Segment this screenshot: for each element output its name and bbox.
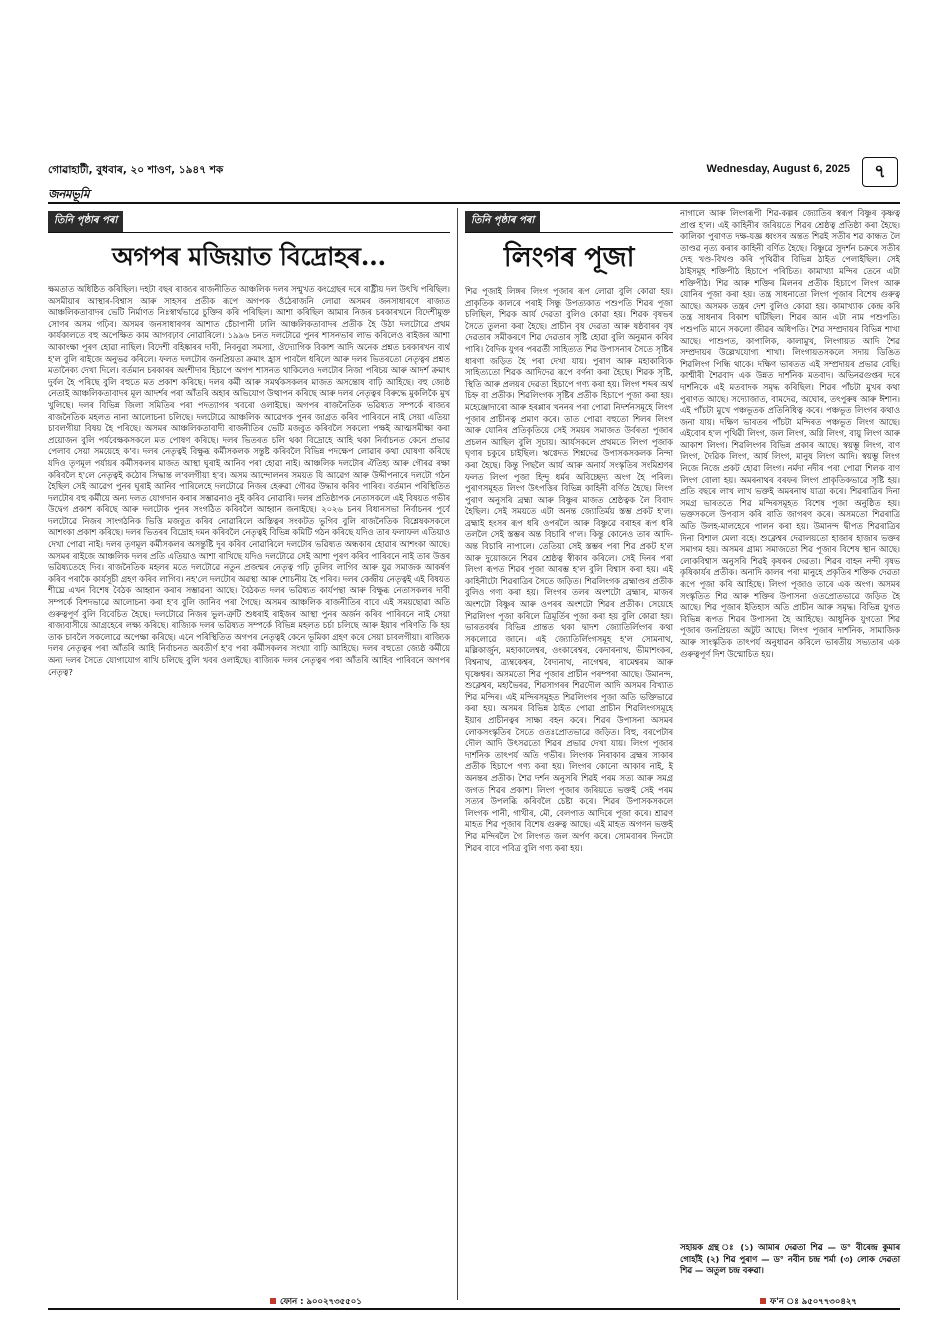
column-divider	[457, 208, 458, 1300]
dateline: গোৱাহাটী, বুধবাৰ, ২০ শাওণ, ১৯৪৭ শক	[48, 164, 224, 176]
continued-tag: তিনি পৃষ্ঠাৰ পৰা	[48, 211, 123, 232]
article-linga-col1	[465, 208, 673, 1303]
article-body: ক্ষমতাত অধিষ্ঠিত কৰিছিল। দহটা বছৰ ৰাজ্যৰ ৰাজনীতিত আঞ্চলিক দলৰ সন্মুখত কংগ্ৰেছৰ দৰে ৰাষ্ট্ৰীয় দল উৎখি পৰিছিল। অসমীয়াৰ আস্থাৰ-বিশ্বাস আৰু সাহসৰ প্ৰতীক ৰূপে অগপক ওঁঠেৰাজনি লোৱা অসমৰ জনসাধাৰণে ৰাজ্যত আঞ্চলিকতাবাদৰ ভেটি নিৰ্মাণত নিঃস্বাৰ্থভাৱে চুক্তিৰ কৰি পৰিছিল। আশা কৰিছিল আমাৰ নিজৰ চৰকাৰখনে বিদেশীমুক্ত সোণৰ অসম গঢ়িব। অসমৰ জনসাধাৰণৰ আশাত চেঁচাপানী ঢালি আঞ্চলিকতাবাদৰ প্ৰতীক হৈ উঠা দলটোৱে প্ৰথম কাৰ্যকালতে বহু অপেক্ষিত কাম আগবঢ়াব নোৱাৰিলে। ১৯৯৬ চনত দলটোৱে পুনৰ শাসনভাৰ লাভ কৰিলেও ৰাইজৰ আশা আকাংক্ষা পূৰণ হোৱা নাছিল। বিদেশী বহিষ্কাৰৰ দাবী, নিবনুৱা সমস্যা, ঔদ্যোগিক বিকাশ আদি অনেক প্ৰশ্নত চৰকাৰখন ব্যৰ্থ হ'ল বুলি ৰাইজে অনুভৱ কৰিলে। ফলত দলটোৰ জনপ্ৰিয়তা ক্ৰমাৎ হ্ৰাস পাবলৈ ধৰিলে আৰু দলৰ ভিতৰতো নেতৃত্বৰ প্ৰশ্নত মতানৈক্য দেখা দিলে। বৰ্তমান চৰকাৰৰ অংশীদাৰ হিচাপে অগপ শাসনত থাকিলেও দলটোৰ নিজা পৰিচয় আৰু আদৰ্শ ক্ৰমাৎ দুৰ্বল হৈ পৰিছে বুলি বহুতে মত প্ৰকাশ কৰিছে। দলৰ কৰ্মী আৰু সমৰ্থকসকলৰ মাজত অসন্তোষ বাঢ়ি আহিছে। বহু জ্যেষ্ঠ নেতাই আঞ্চলিকতাবাদৰ মূল আদৰ্শৰ পৰা আঁতৰি অহাৰ অভিযোগ উত্থাপন কৰিছে আৰু দলৰ নেতৃত্বৰ বিৰুদ্ধে মুকলিকৈ মুখ খুলিছে। দলৰ বিভিন্ন জিলা সমিতিৰ পৰা পদত্যাগৰ খবৰো ওলাইছে। অগপৰ ৰাজনৈতিক ভৱিষ্যত সম্পৰ্কে ৰাজ্যৰ ৰাজনৈতিক মহলত নানা আলোচনা চলিছে। দলটোৱে আঞ্চলিক আৱেগক পুনৰ জাগ্ৰত কৰিব পাৰিবনে নাই সেয়া এতিয়া চাবলগীয়া বিষয় হৈ পৰিছে। অসমৰ আঞ্চলিকতাবাদী ৰাজনীতিৰ ভেটি মজবুত কৰিবলৈ সকলো পক্ষই আত্মসমীক্ষা কৰা প্ৰয়োজন বুলি পৰ্যবেক্ষকসকলে মত পোষণ কৰিছে। দলৰ ভিতৰত চলি থকা বিদ্ৰোহে আহি থকা নিৰ্বাচনত কেনে প্ৰভাৱ পেলাব সেয়া সময়েহে ক'ব। দলৰ নেতৃত্বই বিক্ষুব্ধ কৰ্মীসকলক সন্তুষ্ট কৰিবলৈ বিভিন্ন পদক্ষেপ লোৱাৰ কথা ঘোষণা কৰিছে যদিও তৃণমূল পৰ্যায়ৰ কৰ্মীসকলৰ মাজত আস্থা ঘূৰাই আনিব পৰা হোৱা নাই। আঞ্চলিক দলটোৰ ঐতিহ্য আৰু গৌৰৱ ৰক্ষা কৰিবলৈ হ'লে নেতৃত্বই কঠোৰ সিদ্ধান্ত ল'বলগীয়া হ'ব। অসম আন্দোলনৰ সময়ত যি আৱেগ আৰু উদ্দীপনাৰে দলটো গঠন হৈছিল সেই আৱেগ পুনৰ ঘূৰাই আনিব পাৰিলেহে দলটোৱে নিজৰ হেৰুৱা গৌৰৱ উদ্ধাৰ কৰিব পাৰিব। বৰ্তমান পৰিস্থিতিত দলটোৰ বহু কৰ্মীয়ে অন্য দলত যোগদান কৰাৰ সম্ভাৱনাও নুই কৰিব নোৱাৰি। দলৰ প্ৰতিষ্ঠাপক নেতাসকলে এই বিষয়ত গভীৰ উদ্বেগ প্ৰকাশ কৰিছে আৰু দলটোক পুনৰ সংগঠিত কৰিবলৈ আহ্বান জনাইছে। ২০২৬ চনৰ বিধানসভা নিৰ্বাচনৰ পূৰ্বে দলটোৱে নিজৰ সাংগঠনিক ভিত্তি মজবুত কৰিব নোৱাৰিলে অস্তিত্বৰ সংকটত ভুগিব বুলি ৰাজনৈতিক বিশ্লেষকসকলে আশংকা প্ৰকাশ কৰিছে। দলৰ ভিতৰৰ বিদ্ৰোহ দমন কৰিবলৈ নেতৃত্বই বিভিন্ন কমিটি গঠন কৰিছে যদিও তাৰ ফলাফল এতিয়াও দেখা পোৱা নাই। দলৰ তৃণমূল কৰ্মীসকলৰ অসন্তুষ্টি দূৰ কৰিব নোৱাৰিলে দলটোৰ ভৱিষ্যত অন্ধকাৰ হোৱাৰ আশংকা আছে। অসমৰ ৰাইজে আঞ্চলিক দলৰ প্ৰতি এতিয়াও আশা ৰাখিছে যদিও দলটোৱে সেই আশা পূৰণ কৰিব পাৰিবনে নাই তাৰ উত্তৰ ভৱিষ্যতেহে দিব। ৰাজনৈতিক মহলৰ মতে দলটোৱে নতুন প্ৰজন্মৰ নেতৃত্ব গঢ়ি তুলিব লাগিব আৰু যুৱ সমাজক আকৰ্ষণ কৰিব পৰাকৈ কাৰ্যসূচী গ্ৰহণ কৰিব লাগিব। নহ'লে দলটোৰ অৱস্থা আৰু শোচনীয় হৈ পৰিব। দলৰ কেন্দ্ৰীয় নেতৃত্বই এই বিষয়ত শীঘ্ৰে এখন বিশেষ বৈঠক আহ্বান কৰাৰ সম্ভাৱনা আছে। বৈঠকত দলৰ ভৱিষ্যত কাৰ্যপন্থা আৰু বিক্ষুব্ধ নেতাসকলৰ দাবী সম্পৰ্কে বিশদভাৱে আলোচনা কৰা হ'ব বুলি জানিব পৰা গৈছে। অসমৰ আঞ্চলিক ৰাজনীতিৰ বাবে এই সময়ছোৱা অতি গুৰুত্বপূৰ্ণ বুলি বিবেচিত হৈছে। দলটোৱে নিজৰ ভুল-ত্ৰুটি শুধৰাই ৰাইজৰ আস্থা পুনৰ অৰ্জন কৰিব পাৰিবনে নাই সেয়া ৰাজ্যবাসীয়ে আগ্ৰহেৰে লক্ষ্য কৰিছে। ৰাজ্যিক দলৰ ভৱিষ্যত সম্পৰ্কে বিভিন্ন মহলত চৰ্চা চলিছে আৰু ইয়াৰ পৰিণতি কি হয় তাক চাবলৈ সকলোৱে অপেক্ষা কৰিছে। এনে পৰিস্থিতিত অগপৰ নেতৃত্বই কেনে ভূমিকা গ্ৰহণ কৰে সেয়া চাবলগীয়া। ৰাজ্যিক দলৰ নেতৃত্বৰ পৰা আঁতৰি আহি নিৰ্বাচনত অবতীৰ্ণ হ'ব পৰা কৰ্মীসকলৰ সংখ্যা বাঢ়ি আহিছে। দলৰ বহুতো জ্যেষ্ঠ কৰ্মীয়ে অন্য দলৰ সৈতে যোগাযোগ ৰাখি চলিছে বুলি খবৰ ওলাইছে। ৰাজ্যিক দলৰ নেতৃত্বৰ পৰা আঁতৰি আহিব পাৰিবনে অগপৰ নেতৃত্ব?	[48, 284, 450, 677]
article-headline: লিংগৰ পূজা	[503, 242, 635, 273]
masthead	[48, 163, 898, 183]
header-rule	[48, 202, 900, 204]
article-body-col1: শিৱ পূজাই লিঙ্গৰ লিংগ পূজাৰ ৰূপ লোৱা বুলি কোৱা হয়। প্ৰাকৃতিক কালৰে পৰাই সিন্ধু উপত্যকাত পশুপতি শিৱৰ পূজা চলিছিল, শিৱক আৰ্য দেৱতা বুলিও কোৱা হয়। শিৱক বৃষভৰ সৈতে তুলনা কৰা হৈছে। প্ৰাচীন বৃষ দেৱতা আৰু ষষ্ঠবাৰৰ বৃষ দেৱতাৰ সমীকৰণে শিৱ দেৱতাৰ সৃষ্টি হোৱা বুলি অনুমান কৰিব পাৰি। বৈদিক যুগৰ পৰৱৰ্তী সাহিত্যত শিৱ উপাসনাৰ সৈতে সৃষ্টিৰ ধাৰণা জড়িত হৈ পৰা দেখা যায়। পুৰাণ আৰু মহাকাব্যিক সাহিত্যতো শিৱক আদিদেৱ ৰূপে বৰ্ণনা কৰা হৈছে। শিৱক সৃষ্টি, স্থিতি আৰু প্ৰলয়ৰ দেৱতা হিচাপে গণ্য কৰা হয়। লিংগ শব্দৰ অৰ্থ চিহ্ন বা প্ৰতীক। শিৱলিংগক সৃষ্টিৰ প্ৰতীক হিচাপে পূজা কৰা হয়। মহেঞ্জোদাৰো আৰু হৰপ্পাৰ খননৰ পৰা পোৱা নিদৰ্শনসমূহে লিংগ পূজাৰ প্ৰাচীনত্ব প্ৰমাণ কৰে। তাত পোৱা বহুতো শিলৰ লিংগ আৰু যোনিৰ প্ৰতিকৃতিয়ে সেই সময়ৰ সমাজত উৰ্বৰতা পূজাৰ প্ৰচলন আছিল বুলি সূচায়। আৰ্যসকলে প্ৰথমতে লিংগ পূজাক ঘৃণাৰ চকুৰে চাইছিল। ঋগ্বেদত শিশ্নদেৱ উপাসকসকলক নিন্দা কৰা হৈছে। কিন্তু পিছলৈ আৰ্য আৰু অনাৰ্য সংস্কৃতিৰ সংমিশ্ৰণৰ ফলত লিংগ পূজা হিন্দু ধৰ্মৰ অবিচ্ছেদ্য অংগ হৈ পৰিল। পুৰাণসমূহত লিংগ উৎপত্তিৰ বিভিন্ন কাহিনী বৰ্ণিত হৈছে। লিংগ পুৰাণ অনুসৰি ব্ৰহ্মা আৰু বিষ্ণুৰ মাজত শ্ৰেষ্ঠত্বক লৈ বিবাদ হৈছিল। সেই সময়তে এটা অনন্ত জ্যোতিৰ্ময় স্তম্ভ প্ৰকট হ'ল। ব্ৰহ্মাই হংসৰ ৰূপ ধৰি ওপৰলৈ আৰু বিষ্ণুৱে বৰাহৰ ৰূপ ধৰি তললৈ সেই স্তম্ভৰ অন্ত বিচাৰি গ'ল। কিন্তু কোনেও তাৰ আদি-অন্ত বিচাৰি নাপালে। তেতিয়া সেই স্তম্ভৰ পৰা শিৱ প্ৰকট হ'ল আৰু দুয়োজনে শিৱৰ শ্ৰেষ্ঠত্ব স্বীকাৰ কৰিলে। সেই দিনৰ পৰা লিংগ ৰূপত শিৱৰ পূজা আৰম্ভ হ'ল বুলি বিশ্বাস কৰা হয়। এই কাহিনীটো শিৱৰাত্ৰিৰ সৈতে জড়িত। শিৱলিংগক ব্ৰহ্মাণ্ডৰ প্ৰতীক বুলিও গণ্য কৰা হয়। লিংগৰ তলৰ অংশটো ব্ৰহ্মাৰ, মাজৰ অংশটো বিষ্ণুৰ আৰু ওপৰৰ অংশটো শিৱৰ প্ৰতীক। সেয়েহে শিৱলিংগ পূজা কৰিলে ত্ৰিমূৰ্তিৰ পূজা কৰা হয় বুলি কোৱা হয়। ভাৰতবৰ্ষৰ বিভিন্ন প্ৰান্তত থকা দ্বাদশ জ্যোতিৰ্লিংগৰ কথা সকলোৱে জানে। এই জ্যোতিৰ্লিংগসমূহ হ'ল সোমনাথ, মল্লিকাৰ্জুন, মহাকালেশ্বৰ, ওংকাৰেশ্বৰ, কেদাৰনাথ, ভীমাশংকৰ, বিশ্বনাথ, ত্ৰ্যম্বকেশ্বৰ, বৈদ্যনাথ, নাগেশ্বৰ, ৰামেশ্বৰম আৰু ঘৃষ্ণেশ্বৰ। অসমতো শিৱ পূজাৰ প্ৰাচীন পৰম্পৰা আছে। উমানন্দ, শুক্লেশ্বৰ, মহাভৈৰৱ, শিৱসাগৰৰ শিৱদৌল আদি অসমৰ বিখ্যাত শিৱ মন্দিৰ। এই মন্দিৰসমূহত শিৱলিংগৰ পূজা অতি ভক্তিভাৱে কৰা হয়। অসমৰ বিভিন্ন ঠাইত পোৱা প্ৰাচীন শিৱলিংগসমূহে ইয়াৰ প্ৰাচীনত্বৰ সাক্ষ্য বহন কৰে। শিৱৰ উপাসনা অসমৰ লোকসংস্কৃতিৰ সৈতে ওতঃপ্ৰোতভাৱে জড়িত। বিহু, বৰপেটাৰ দৌল আদি উৎসৱতো শিৱৰ প্ৰভাৱ দেখা যায়। লিংগ পূজাৰ দাৰ্শনিক তাৎপৰ্য অতি গভীৰ। লিংগক নিৰাকাৰ ব্ৰহ্মৰ সাকাৰ প্ৰতীক হিচাপে গণ্য কৰা হয়। লিংগৰ কোনো আকাৰ নাই, ই অনন্তৰ প্ৰতীক। শৈৱ দৰ্শন অনুসৰি শিৱই পৰম সত্য আৰু সমগ্ৰ জগত শিৱৰ প্ৰকাশ। লিংগ পূজাৰ জৰিয়তে ভক্তই সেই পৰম সত্যৰ উপলব্ধি কৰিবলৈ চেষ্টা কৰে। শিৱৰ উপাসকসকলে লিংগক পানী, গাখীৰ, মৌ, বেলপাত আদিৰে পূজা কৰে। শ্ৰাৱণ মাহত শিৱ পূজাৰ বিশেষ গুৰুত্ব আছে। এই মাহত অগণন ভক্তই শিৱ মন্দিৰলৈ গৈ লিংগত জল অৰ্পণ কৰে। সোমবাৰৰ দিনটো শিৱৰ বাবে পবিত্ৰ বুলি গণ্য কৰা হয়।	[465, 286, 673, 853]
article-linga-col2	[680, 208, 900, 1286]
tag-rule	[48, 232, 450, 233]
tag-rule	[465, 232, 673, 233]
bullet-square-icon	[760, 1298, 766, 1304]
contact-text: ফ'ন ঃ ৯৫০৭৭৩০৪২৭	[770, 1297, 857, 1307]
bullet-square-icon	[270, 1298, 276, 1304]
contact-line	[760, 1295, 857, 1309]
article-agp	[48, 208, 450, 1290]
date-english: Wednesday, August 6, 2025	[706, 163, 850, 175]
contact-text: ফোন : ৯০০২৭৩৫৫০১	[280, 1297, 362, 1307]
article-body-col2: নাগালে আৰু লিংগৰূপী শিৱ-কল্পৰ জ্যোতিৰ স্বৰূপ বিষ্ণুৰ কৃষ্ণত্ব প্ৰাপ্ত হ'ল। এই কাহিনীৰ জৰিয়তে শিৱৰ শ্ৰেষ্ঠত্ব প্ৰতিষ্ঠা কৰা হৈছে। কালিকা পুৰাণত দক্ষ-যজ্ঞ ধ্বংসৰ অন্তত শিৱই সতীৰ শৱ কান্ধত লৈ তাণ্ডৱ নৃত্য কৰাৰ কাহিনী বৰ্ণিত হৈছে। বিষ্ণুৱে সুদৰ্শন চক্ৰৰে সতীৰ দেহ খণ্ড-বিখণ্ড কৰি পৃথিৱীৰ বিভিন্ন ঠাইত পেলাইছিল। সেই ঠাইসমূহ শক্তিপীঠ হিচাপে পৰিচিত। কামাখ্যা মন্দিৰ তেনে এটা শক্তিপীঠ। শিৱ আৰু শক্তিৰ মিলনৰ প্ৰতীক হিচাপে লিংগ আৰু যোনিৰ পূজা কৰা হয়। তন্ত্ৰ সাধনাতো লিংগ পূজাৰ বিশেষ গুৰুত্ব আছে। অসমক তন্ত্ৰৰ দেশ বুলিও কোৱা হয়। কামাখ্যাক কেন্দ্ৰ কৰি তন্ত্ৰ সাধনাৰ বিকাশ ঘটিছিল। শিৱৰ আন এটা নাম পশুপতি। পশুপতি মানে সকলো জীৱৰ অধিপতি। শৈৱ সম্প্ৰদায়ৰ বিভিন্ন শাখা আছে। পাশুপত, কাপালিক, কালামুখ, লিংগায়ত আদি শৈৱ সম্প্ৰদায়ৰ উল্লেখযোগ্য শাখা। লিংগায়তসকলে সদায় ডিঙিত শিৱলিংগ পিন্ধি থাকে। দক্ষিণ ভাৰতত এই সম্প্ৰদায়ৰ প্ৰভাৱ বেছি। কাশ্মীৰী শৈৱবাদ এক উন্নত দাৰ্শনিক মতবাদ। অভিনৱগুপ্তৰ দৰে দাৰ্শনিকে এই মতবাদক সমৃদ্ধ কৰিছিল। শিৱৰ পাঁচটা মুখৰ কথা পুৰাণত আছে। সদ্যোজাত, বামদেৱ, অঘোৰ, তৎপুৰুষ আৰু ঈশান। এই পাঁচটা মুখে পঞ্চভূতক প্ৰতিনিধিত্ব কৰে। পঞ্চভূত লিংগৰ কথাও জনা যায়। দক্ষিণ ভাৰতৰ পাঁচটা মন্দিৰত পঞ্চভূত লিংগ আছে। এইবোৰ হ'ল পৃথিৱী লিংগ, জল লিংগ, অগ্নি লিংগ, বায়ু লিংগ আৰু আকাশ লিংগ। শিৱলিংগৰ বিভিন্ন প্ৰকাৰ আছে। স্বয়ম্ভূ লিংগ, বাণ লিংগ, দৈৱিক লিংগ, আৰ্ষ লিংগ, মানুষ লিংগ আদি। স্বয়ম্ভূ লিংগ নিজে নিজে প্ৰকট হোৱা লিংগ। নৰ্মদা নদীৰ পৰা পোৱা শিলক বাণ লিংগ বোলা হয়। অমৰনাথৰ বৰফৰ লিংগ প্ৰাকৃতিকভাৱে সৃষ্টি হয়। প্ৰতি বছৰে লাখ লাখ ভক্তই অমৰনাথ যাত্ৰা কৰে। শিৱৰাত্ৰিৰ দিনা সমগ্ৰ ভাৰততে শিৱ মন্দিৰসমূহত বিশেষ পূজা অনুষ্ঠিত হয়। ভক্তসকলে উপবাস কৰি ৰাতি জাগৰণ কৰে। অসমতো শিৱৰাত্ৰি অতি উলহ-মালহেৰে পালন কৰা হয়। উমানন্দ দ্বীপত শিৱৰাত্ৰিৰ দিনা বিশাল মেলা বহে। শুক্লেশ্বৰ দেৱালয়তো হাজাৰ হাজাৰ ভক্তৰ সমাগম হয়। অসমৰ গ্ৰাম্য সমাজতো শিৱ পূজাৰ বিশেষ স্থান আছে। লোকবিশ্বাস অনুসৰি শিৱই কৃষকৰ দেৱতা। শিৱৰ বাহন নন্দী বৃষভ কৃষিকাৰ্যৰ প্ৰতীক। অনাদি কালৰ পৰা মানুহে প্ৰকৃতিৰ শক্তিক দেৱতা ৰূপে পূজা কৰি আহিছে। লিংগ পূজাও তাৰে এক অংগ। অসমৰ সংস্কৃতিত শিৱ আৰু শক্তিৰ উপাসনা ওতপ্ৰোতভাৱে জড়িত হৈ আছে। শিৱ পূজাৰ ইতিহাস অতি প্ৰাচীন আৰু সমৃদ্ধ। বিভিন্ন যুগত বিভিন্ন ৰূপত শিৱৰ উপাসনা হৈ আহিছে। আধুনিক যুগতো শিৱ পূজাৰ জনপ্ৰিয়তা অটুট আছে। লিংগ পূজাৰ দাৰ্শনিক, সামাজিক আৰু সাংস্কৃতিক তাৎপৰ্য অনুধাৱন কৰিলে ভাৰতীয় সভ্যতাৰ এক গুৰুত্বপূৰ্ণ দিশ উন্মোচিত হয়।	[680, 208, 900, 659]
references: সহায়ক গ্ৰন্থ ঃ (১) আমাৰ দেৱতা শিৱ — ড° বীৰেন্দ্ৰ কুমাৰ গোহাঁই (২) শিৱ পুৰাণ — ড° নবীন চন্দ্ৰ শৰ্মা (৩) লোক দেৱতা শিৱ — অতুল চন্দ্ৰ বৰুৱা।	[680, 1242, 900, 1276]
footer-rule	[48, 1308, 900, 1310]
contact-line	[270, 1295, 362, 1309]
continued-tag: তিনি পৃষ্ঠাৰ পৰা	[465, 211, 540, 232]
newspaper-logo: জনমভূমি	[48, 187, 90, 201]
page-number: ৭	[862, 157, 898, 187]
article-headline: অগপৰ মজিয়াত বিদ্ৰোহৰ...	[112, 242, 386, 271]
references-block	[680, 1240, 900, 1277]
